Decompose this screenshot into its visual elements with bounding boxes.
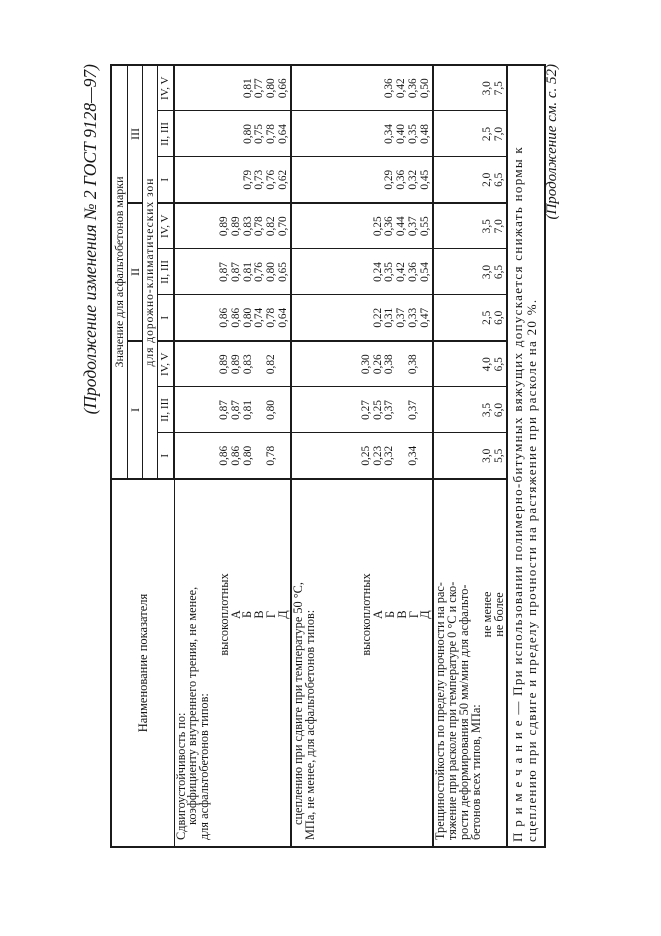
value-line [361,66,373,111]
value-line: 4,0 [481,357,494,372]
value-cell [291,249,433,295]
value-line: 0,26 [371,354,384,375]
value-line: 0,33 [406,307,419,328]
value-line: 0,83 [241,354,254,375]
value-line: 7,5 [492,81,505,96]
value-line: 6,0 [492,402,505,418]
value-line: 0,54 [418,262,431,282]
page-title: (Продолжение изменения № 2 ГОСТ 9128—97) [80,64,100,415]
value-cell [291,65,433,111]
row-label: высокоплотных [216,573,231,656]
value-line: 0,64 [276,124,289,144]
table-body [174,65,545,847]
value-line: 0,25 [359,445,372,466]
value-cell [433,433,507,479]
value-line: 0,35 [406,124,419,144]
value-line: 0,47 [418,307,431,328]
value-line: 0,65 [276,262,289,282]
note-cell [507,65,545,847]
row-label: В [394,610,409,619]
value-line: 0,70 [276,216,289,237]
row-label: Д [275,610,290,619]
value-line: 0,32 [406,169,419,190]
value-cell [291,157,433,203]
value-line: 0,42 [395,262,408,282]
value-cell [174,203,291,249]
indicator-text-line: бетонов всех типов, МПа: [468,704,483,840]
value-cell [174,341,291,387]
indicator-text-line: коэффициенту внутреннего трения, не менее, [185,586,200,825]
value-line [361,112,373,157]
row-label: Б [240,610,255,619]
value-cell [291,433,433,479]
value-line: 0,37 [395,307,408,328]
value-line: 0,48 [418,124,431,144]
row-label: В [252,610,267,619]
indicator-text-line: Трещиностойкость по пределу прочности на рас- [433,582,448,840]
value-line: 0,37 [406,216,419,237]
value-line: 0,80 [241,445,254,466]
indicator-name-cell [174,479,291,847]
value-cell [291,111,433,157]
value-line: 0,31 [383,307,396,328]
values-span-header: Значение для асфальтобетонов марки [111,65,127,479]
value-line [278,342,290,387]
zone-header-cell: I [157,295,174,341]
value-cell [433,157,507,203]
value-line: 3,0 [481,81,494,96]
value-line [231,66,243,111]
value-cell [433,65,507,111]
value-line [278,434,290,479]
value-line: 0,32 [383,445,396,466]
value-line: 6,5 [492,172,505,187]
value-line: 0,82 [265,354,278,375]
value-line [420,342,432,387]
value-line: 0,36 [406,78,419,99]
value-line: 0,37 [406,400,419,420]
value-line: 0,86 [229,307,242,328]
value-line: 3,5 [481,219,494,234]
value-line: 0,87 [229,400,242,420]
value-line: 0,81 [241,400,254,420]
row-label: Б [382,610,397,619]
value-line: 0,76 [253,262,266,282]
value-line: 0,34 [406,445,419,466]
zone-header-cell: II, III [157,111,174,157]
value-line: 0,80 [265,400,278,420]
value-line: 0,80 [241,307,254,328]
value-line: 0,77 [253,78,266,99]
value-line: 7,0 [492,126,505,142]
value-line: 0,82 [265,216,278,237]
value-line [231,112,243,157]
indicator-name-cell [433,479,507,847]
value-cell [291,295,433,341]
value-line: 0,81 [241,262,254,282]
value-line: 0,24 [371,262,384,282]
value-line: 0,76 [265,169,278,190]
value-line: 0,86 [229,445,242,466]
row-label: А [228,610,243,619]
value-line: 0,74 [253,307,266,328]
note-text-line: П р и м е ч а н и е — При использовании полимерно-битумных вяжущих допускается снижать нормы к [509,145,525,842]
value-line: 0,30 [359,354,372,375]
value-line: 0,62 [276,169,289,190]
value-line: 7,0 [492,219,505,234]
value-line: 0,75 [253,124,266,144]
value-line: 0,78 [265,307,278,328]
value-line: 0,36 [383,78,396,99]
value-line [361,204,373,249]
continuation-note: (Продолжение см. с. 52) [544,64,560,220]
zone-header-cell: IV, V [157,341,174,387]
value-line [361,158,373,203]
indicator-block-row [291,65,433,847]
value-line: 0,89 [218,354,230,375]
value-cell [174,295,291,341]
value-cell [433,341,507,387]
value-line: 0,73 [253,169,266,190]
value-line: 0,78 [265,445,278,466]
value-line: 0,89 [229,354,242,375]
value-line: 0,87 [218,400,230,420]
value-line: 0,34 [383,124,396,144]
value-line: 0,89 [218,216,230,237]
value-cell [433,249,507,295]
value-line: 5,5 [492,448,505,463]
value-line: 0,40 [395,124,408,144]
value-line: 0,44 [395,216,408,237]
zone-header-cell: II, III [157,249,174,295]
value-line: 2,5 [481,126,494,142]
value-cell [291,203,433,249]
zone-header-cell: II, III [157,387,174,433]
value-line: 0,35 [383,262,396,282]
zone-header-cell: I [157,157,174,203]
indicator-text-line: для асфальтобетонов типов: [197,693,212,840]
grade-header: III [127,65,142,203]
header-row-top [111,65,127,847]
value-line: 0,64 [276,307,289,328]
indicator-text-line: рости деформирования 50 мм/мин для асфальто- [456,584,471,840]
value-line: 0,36 [383,216,396,237]
value-cell [291,341,433,387]
indicator-text-line: МПа, не менее, для асфальтобетонов типов: [302,609,317,840]
value-cell [174,157,291,203]
value-line: 0,45 [418,169,431,190]
note-row [507,65,545,847]
value-line: 0,80 [265,78,278,99]
value-line: 0,55 [418,216,431,237]
zones-span-header: для дорожно-климатических зон [142,65,157,479]
row-label: А [371,610,386,619]
row-label: Г [406,610,421,619]
value-line: 0,81 [241,78,254,99]
value-cell [174,249,291,295]
value-line: 0,38 [383,354,396,375]
value-line: 0,86 [218,307,230,328]
value-line: 3,5 [481,402,494,418]
value-line: 0,36 [406,262,419,282]
value-line: 0,83 [241,216,254,237]
zone-header-cell: I [157,433,174,479]
value-line: 2,0 [481,172,494,187]
indicator-text-line: сцеплению при сдвиге при температуре 50 °С, [290,582,305,825]
value-line [278,388,290,433]
value-cell [174,387,291,433]
value-line: 0,29 [383,169,396,190]
value-line: 0,27 [359,400,372,420]
value-line: 0,87 [229,262,242,282]
note-text-line: сцеплению при сдвиге и пределу прочности на растяжение при расколе на 20 %. [523,298,539,842]
row-label: не менее [480,591,495,638]
gost-indicators-table [110,64,546,848]
grade-header: II [127,203,142,341]
row-label: высокоплотных [359,573,374,656]
value-line: 6,5 [492,357,505,372]
indicator-text-line: Сдвигоустойчивость по: [173,712,188,840]
value-line: 0,87 [218,262,230,282]
value-line: 0,66 [276,78,289,99]
value-cell [174,65,291,111]
row-label: Д [418,610,433,619]
value-line [231,158,243,203]
value-line: 0,79 [241,169,254,190]
grade-header: I [127,341,142,479]
value-cell [174,111,291,157]
value-line [420,388,432,433]
value-cell [433,203,507,249]
value-line: 0,22 [371,307,384,328]
value-cell [291,387,433,433]
value-line: 0,25 [371,400,384,420]
value-line: 6,5 [492,264,505,280]
value-line: 0,86 [218,445,230,466]
indicator-name-cell [291,479,433,847]
indicator-block-row [433,65,507,847]
indicator-block-row [174,65,291,847]
value-cell [433,111,507,157]
value-line: 0,42 [395,78,408,99]
row-label: Г [264,610,279,619]
col1-header: Наименование показателя [111,479,174,847]
value-line: 0,80 [241,124,254,144]
value-line: 0,37 [383,400,396,420]
value-cell [174,433,291,479]
value-line [361,296,373,341]
value-cell [433,295,507,341]
value-line: 0,38 [406,354,419,375]
value-line [361,250,373,295]
value-line: 0,50 [418,78,431,99]
value-line: 0,89 [229,216,242,237]
indicator-text-line: тяжение при расколе при температуре 0 °С и ско- [444,581,459,840]
value-cell [433,387,507,433]
zone-header-cell: IV, V [157,203,174,249]
value-line: 0,78 [253,216,266,237]
value-line: 0,80 [265,262,278,282]
value-line: 6,0 [492,310,505,325]
value-line: 3,0 [481,264,494,280]
row-label: не более [492,592,507,637]
value-line: 0,23 [371,445,384,466]
value-line: 3,0 [481,448,494,463]
value-line: 0,78 [265,124,278,144]
value-line: 0,36 [395,169,408,190]
zone-header-cell: IV, V [157,65,174,111]
value-line: 2,5 [481,310,494,325]
value-line [420,434,432,479]
value-line: 0,25 [371,216,384,237]
